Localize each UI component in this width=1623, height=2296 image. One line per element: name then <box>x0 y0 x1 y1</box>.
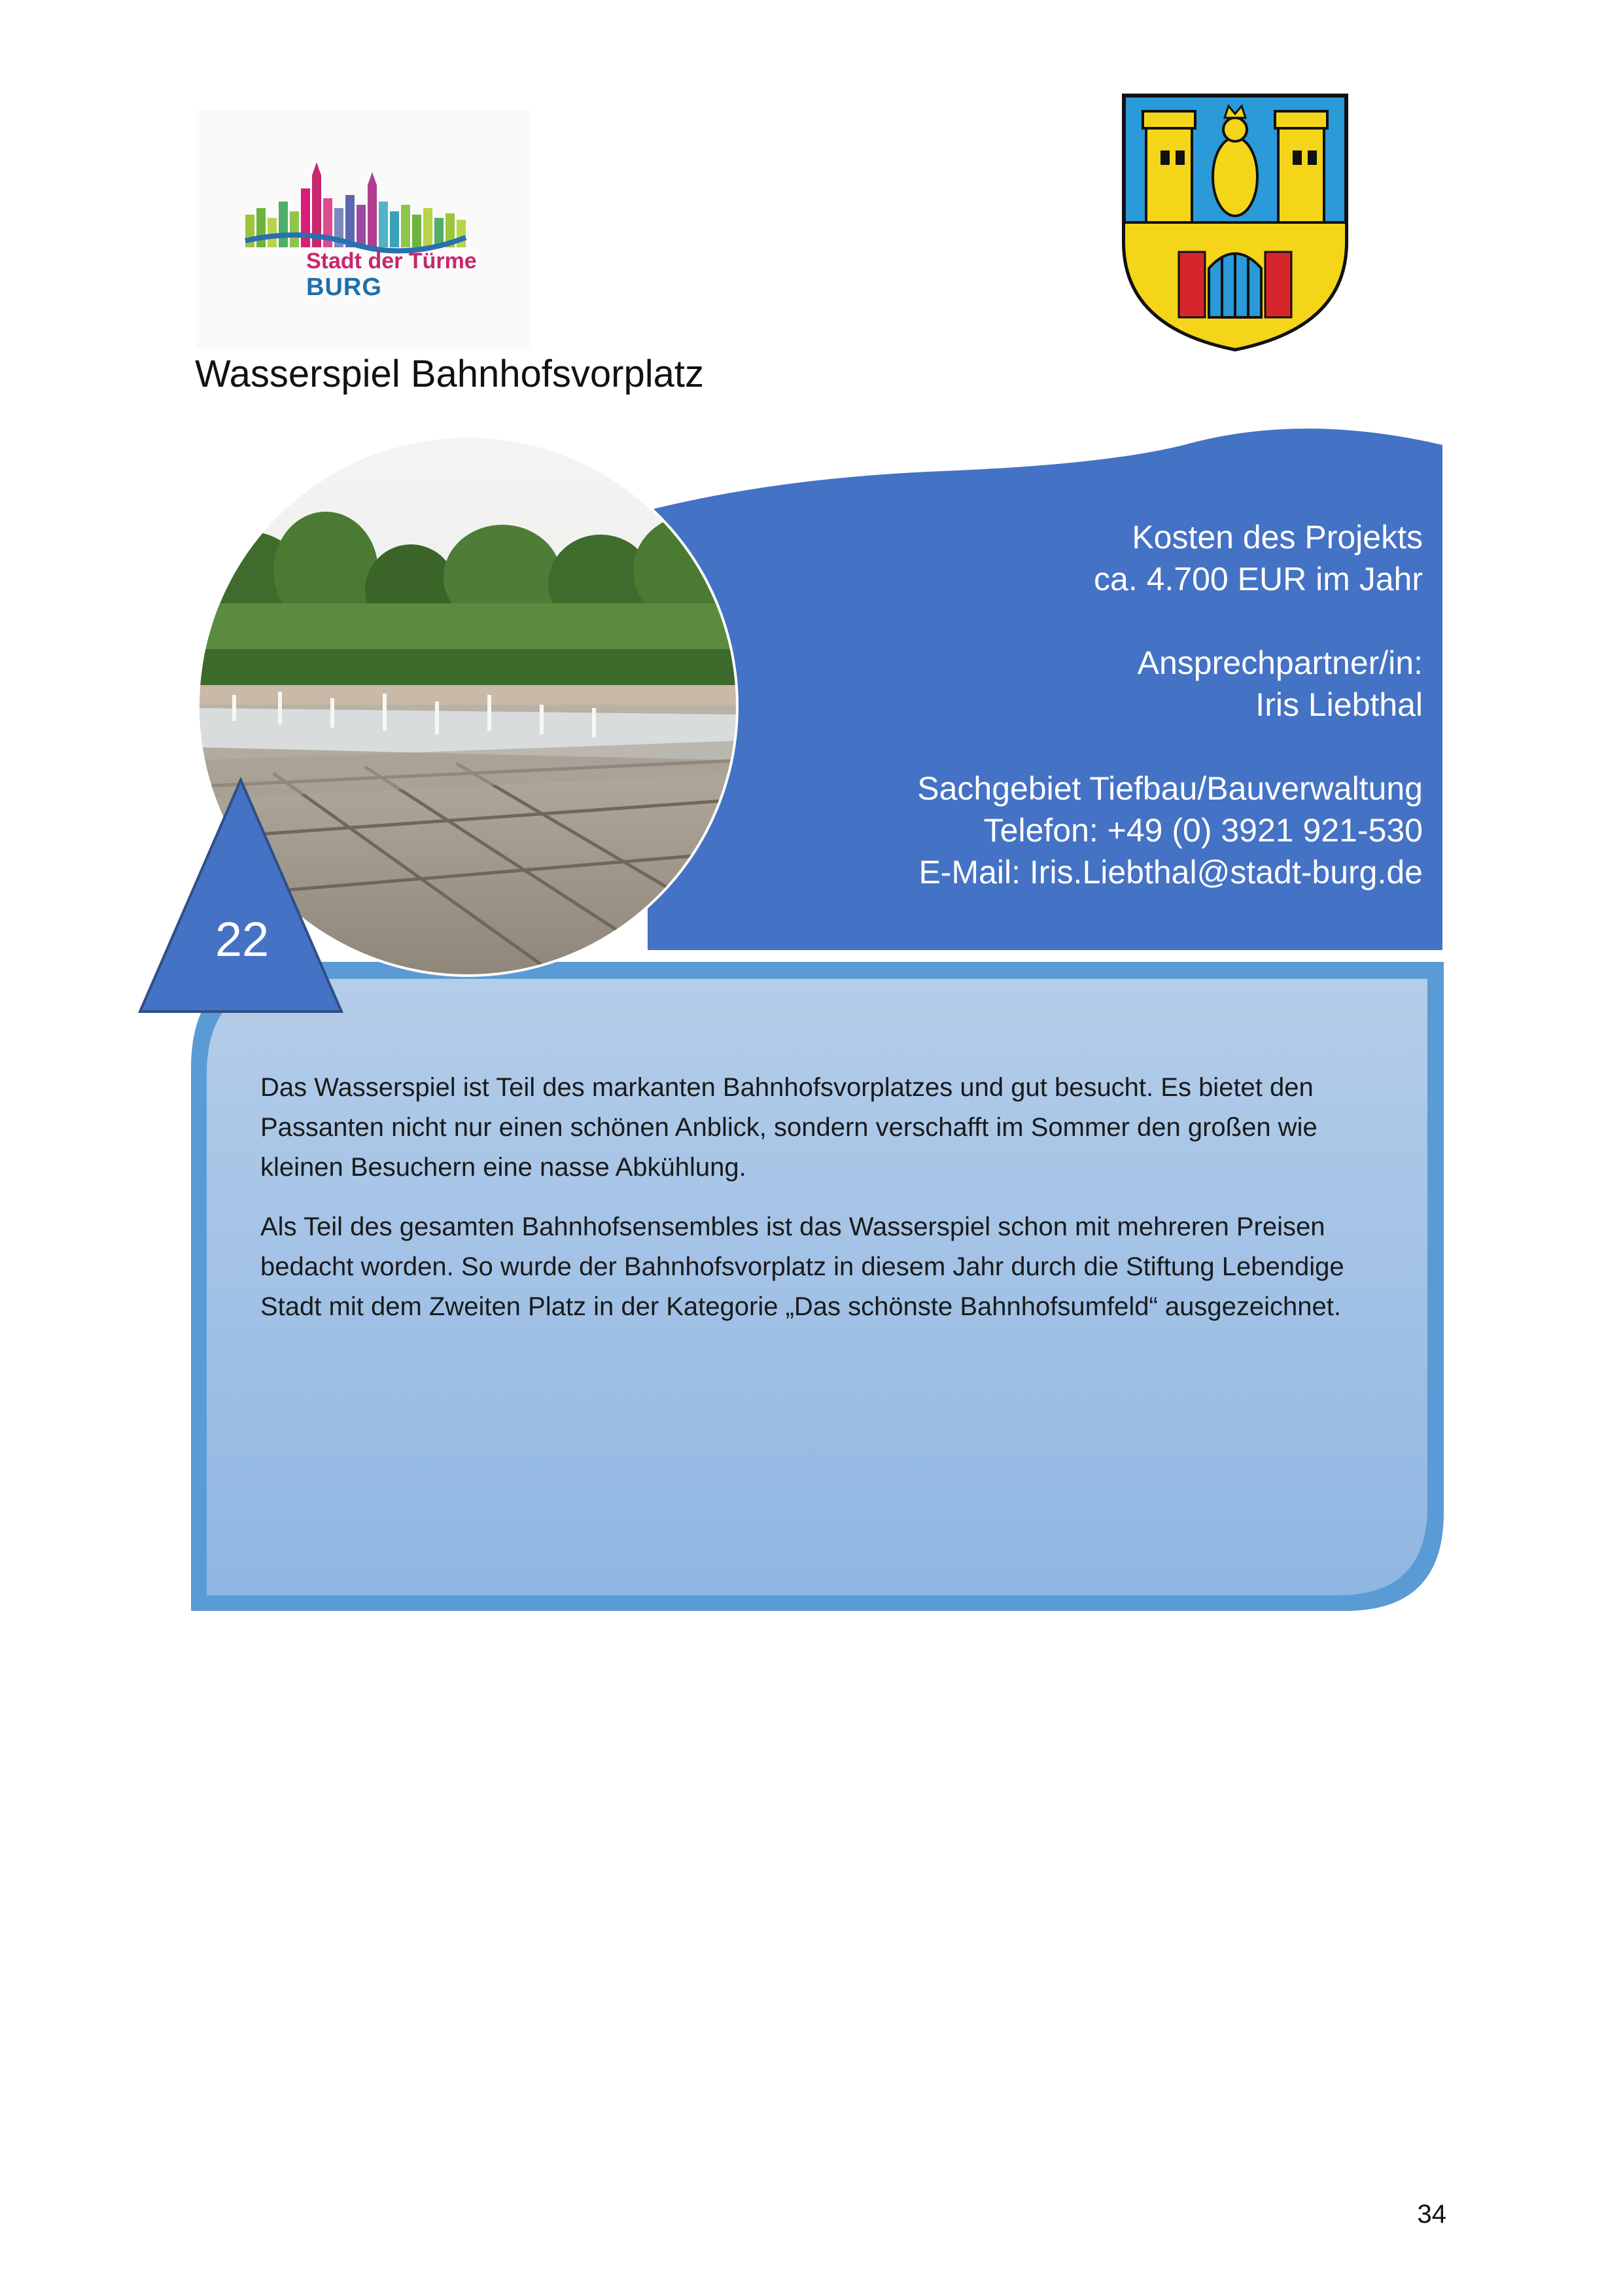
coat-of-arms-shield-icon <box>1120 92 1350 353</box>
logo-text-tagline: Stadt der Türme <box>306 249 477 274</box>
city-skyline-logo-graphic <box>196 110 530 349</box>
project-number: 22 <box>215 912 270 966</box>
email: E-Mail: Iris.Liebthal@stadt-burg.de <box>918 854 1423 891</box>
cost-value: ca. 4.700 EUR im Jahr <box>1094 561 1423 597</box>
description-paragraph-1: Das Wasserspiel ist Teil des markanten Bahnhofsvorplatzes und gut besucht. Es bietet den Passanten nicht nur einen schönen Anblick, sondern verschafft im Sommer den großen wie kleinen Besuchern eine nasse Abkühlung. <box>260 1073 1318 1182</box>
phone: Telefon: +49 (0) 3921 921-530 <box>983 812 1423 849</box>
coat-of-arms <box>1120 92 1350 353</box>
page-title: Wasserspiel Bahnhofsvorplatz <box>195 353 704 395</box>
department: Sachgebiet Tiefbau/Bauverwaltung <box>917 770 1423 807</box>
logo-text-city: BURG <box>306 274 382 301</box>
description-paragraph-2: Als Teil des gesamten Bahnhofsensembles ist das Wasserspiel schon mit mehreren Preisen bedacht worden. So wurde der Bahnhofsvorplatz in diesem Jahr durch die Stiftung Lebendige Stadt mit dem Zweiten Platz in der Kategorie „Das schönste Bahnhofsumfeld“ ausgezeichnet. <box>260 1212 1344 1321</box>
description-text <box>260 1068 1399 1347</box>
contact-name: Iris Liebthal <box>1255 686 1423 723</box>
city-logo <box>196 110 530 349</box>
cost-heading: Kosten des Projekts <box>1132 519 1423 556</box>
contact-heading: Ansprechpartner/in: <box>1137 645 1423 681</box>
page-number: 34 <box>1417 2200 1446 2229</box>
project-number-triangle <box>136 777 345 1014</box>
